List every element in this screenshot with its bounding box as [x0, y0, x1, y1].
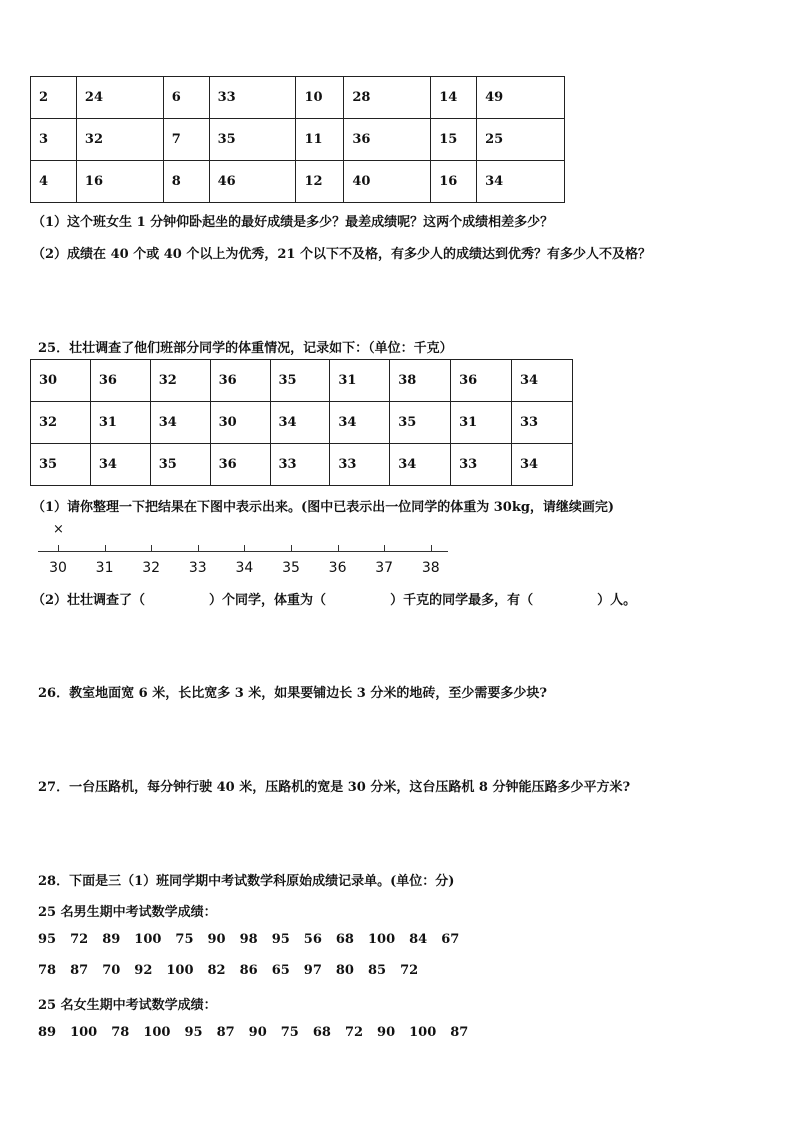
score: 70 — [102, 963, 121, 978]
table-cell: 49 — [477, 77, 565, 119]
table-cell: 2 — [31, 77, 77, 119]
axis-tick — [291, 545, 292, 551]
table-row — [31, 77, 565, 119]
score: 72 — [400, 963, 419, 978]
axis-tick — [431, 545, 432, 551]
score: 100 — [70, 1025, 98, 1040]
axis-tick — [105, 545, 106, 551]
table-cell: 24 — [76, 77, 163, 119]
score: 82 — [207, 963, 226, 978]
table-cell: 34 — [512, 444, 573, 486]
axis-tick — [384, 545, 385, 551]
table-cell: 35 — [390, 402, 451, 444]
table-cell: 35 — [270, 360, 330, 402]
table-cell: 16 — [431, 161, 477, 203]
q24-sub1: （1）这个班女生 1 分钟仰卧起坐的最好成绩是多少？最差成绩呢？这两个成绩相差多少？ — [32, 215, 554, 230]
score: 68 — [312, 1025, 331, 1040]
table-cell: 31 — [90, 402, 150, 444]
score: 95 — [271, 932, 290, 947]
axis-tick-label: 30 — [49, 560, 67, 576]
table-cell: 46 — [209, 161, 296, 203]
table-cell: 12 — [296, 161, 344, 203]
axis-tick — [244, 545, 245, 551]
q28-title: 28．下面是三（1）班同学期中考试数学科原始成绩记录单。(单位：分) — [38, 874, 455, 889]
boys-row1 — [38, 932, 473, 947]
table-cell: 28 — [344, 77, 431, 119]
axis-tick-label: 38 — [421, 560, 440, 576]
q25-sub1: （1）请你整理一下把结果在下图中表示出来。(图中已表示出一位同学的体重为 30kg，请继续画完) — [32, 500, 615, 515]
axis-tick-label: 37 — [375, 560, 394, 576]
score: 95 — [38, 932, 57, 947]
table-cell: 10 — [296, 77, 344, 119]
score: 100 — [143, 1025, 171, 1040]
axis-tick-label: 35 — [282, 560, 300, 576]
table-cell: 8 — [163, 161, 209, 203]
table-cell: 15 — [431, 119, 477, 161]
score: 95 — [184, 1025, 203, 1040]
score: 89 — [38, 1025, 57, 1040]
score: 72 — [344, 1025, 364, 1040]
table-cell: 3 — [31, 119, 77, 161]
girls-label: 25 名女生期中考试数学成绩： — [38, 998, 217, 1013]
table-cell: 36 — [451, 360, 512, 402]
q25-title: 25．壮壮调查了他们班部分同学的体重情况，记录如下：（单位：千克） — [38, 341, 453, 356]
table-cell: 25 — [477, 119, 565, 161]
table-cell: 33 — [330, 444, 390, 486]
table-cell: 40 — [344, 161, 431, 203]
score: 89 — [102, 932, 121, 947]
score: 87 — [216, 1025, 235, 1040]
table-cell: 14 — [431, 77, 477, 119]
girls-row1 — [38, 1025, 482, 1040]
score: 72 — [70, 932, 89, 947]
boys-label: 25 名男生期中考试数学成绩： — [38, 905, 217, 920]
score: 86 — [239, 963, 258, 978]
axis-tick-label: 31 — [95, 560, 114, 576]
table-cell: 35 — [150, 444, 210, 486]
cross-mark: × — [53, 522, 64, 537]
axis-tick-label: 34 — [235, 560, 254, 576]
table-cell: 34 — [390, 444, 451, 486]
score: 75 — [175, 932, 194, 947]
axis-line — [38, 551, 448, 552]
score: 97 — [303, 963, 322, 978]
axis-tick-label: 33 — [188, 560, 207, 576]
q26: 26．教室地面宽 6 米，长比宽多 3 米，如果要铺边长 3 分米的地砖，至少需要多少块? — [38, 686, 547, 701]
score: 78 — [38, 963, 57, 978]
score: 78 — [111, 1025, 130, 1040]
score: 68 — [335, 932, 354, 947]
score: 100 — [134, 932, 162, 947]
score: 84 — [409, 932, 428, 947]
table-cell: 36 — [90, 360, 150, 402]
table-cell: 34 — [477, 161, 565, 203]
table-cell: 4 — [31, 161, 77, 203]
score: 56 — [303, 932, 322, 947]
q25-sub2: （2）壮壮调查了（ ）个同学，体重为（ ）千克的同学最多，有（ ）人。 — [32, 593, 637, 608]
table-cell: 35 — [31, 444, 91, 486]
score: 100 — [166, 963, 194, 978]
table-cell: 6 — [163, 77, 209, 119]
sit-up-table — [30, 76, 565, 203]
score: 98 — [239, 932, 258, 947]
table-cell: 7 — [163, 119, 209, 161]
table-cell: 11 — [296, 119, 344, 161]
table-cell: 34 — [90, 444, 150, 486]
axis-tick — [151, 545, 152, 551]
axis-tick — [58, 545, 59, 551]
table-row — [31, 161, 565, 203]
score: 90 — [377, 1025, 396, 1040]
score: 90 — [207, 932, 226, 947]
table-row — [31, 444, 573, 486]
table-cell: 33 — [270, 444, 330, 486]
table-cell: 33 — [209, 77, 296, 119]
q27: 27．一台压路机，每分钟行驶 40 米，压路机的宽是 30 分米，这台压路机 8 分钟能压路多少平方米? — [38, 780, 631, 795]
axis-tick — [338, 545, 339, 551]
table-cell: 30 — [31, 360, 91, 402]
score: 65 — [271, 963, 290, 978]
table-cell: 31 — [451, 402, 512, 444]
table-row — [31, 360, 573, 402]
table-cell: 33 — [512, 402, 573, 444]
table-cell: 34 — [270, 402, 330, 444]
table-cell: 33 — [451, 444, 512, 486]
score: 75 — [280, 1025, 299, 1040]
weight-table — [30, 359, 573, 486]
score: 85 — [367, 963, 387, 978]
axis-tick-label: 36 — [328, 560, 347, 576]
score: 100 — [409, 1025, 437, 1040]
table-cell: 32 — [76, 119, 163, 161]
table-row — [31, 119, 565, 161]
score: 90 — [248, 1025, 267, 1040]
table-cell: 30 — [210, 402, 270, 444]
score: 87 — [450, 1025, 469, 1040]
table-cell: 36 — [210, 444, 270, 486]
table-cell: 34 — [330, 402, 390, 444]
table-cell: 31 — [330, 360, 390, 402]
table-cell: 38 — [390, 360, 451, 402]
table-cell: 16 — [76, 161, 163, 203]
score: 80 — [335, 963, 354, 978]
table-cell: 32 — [150, 360, 210, 402]
table-cell: 35 — [209, 119, 296, 161]
boys-row2 — [38, 963, 432, 978]
table-cell: 34 — [512, 360, 573, 402]
table-cell: 36 — [210, 360, 270, 402]
score: 87 — [70, 963, 89, 978]
score: 100 — [367, 932, 396, 947]
table-row — [31, 402, 573, 444]
score: 67 — [441, 932, 460, 947]
score: 92 — [134, 963, 153, 978]
table-cell: 32 — [31, 402, 91, 444]
table-cell: 36 — [344, 119, 431, 161]
q24-sub2: （2）成绩在 40 个或 40 个以上为优秀，21 个以下不及格，有多少人的成绩达到优秀？有多少人不及格？ — [32, 247, 651, 262]
axis-tick-label: 32 — [142, 560, 161, 576]
axis-tick — [198, 545, 199, 551]
table-cell: 34 — [150, 402, 210, 444]
